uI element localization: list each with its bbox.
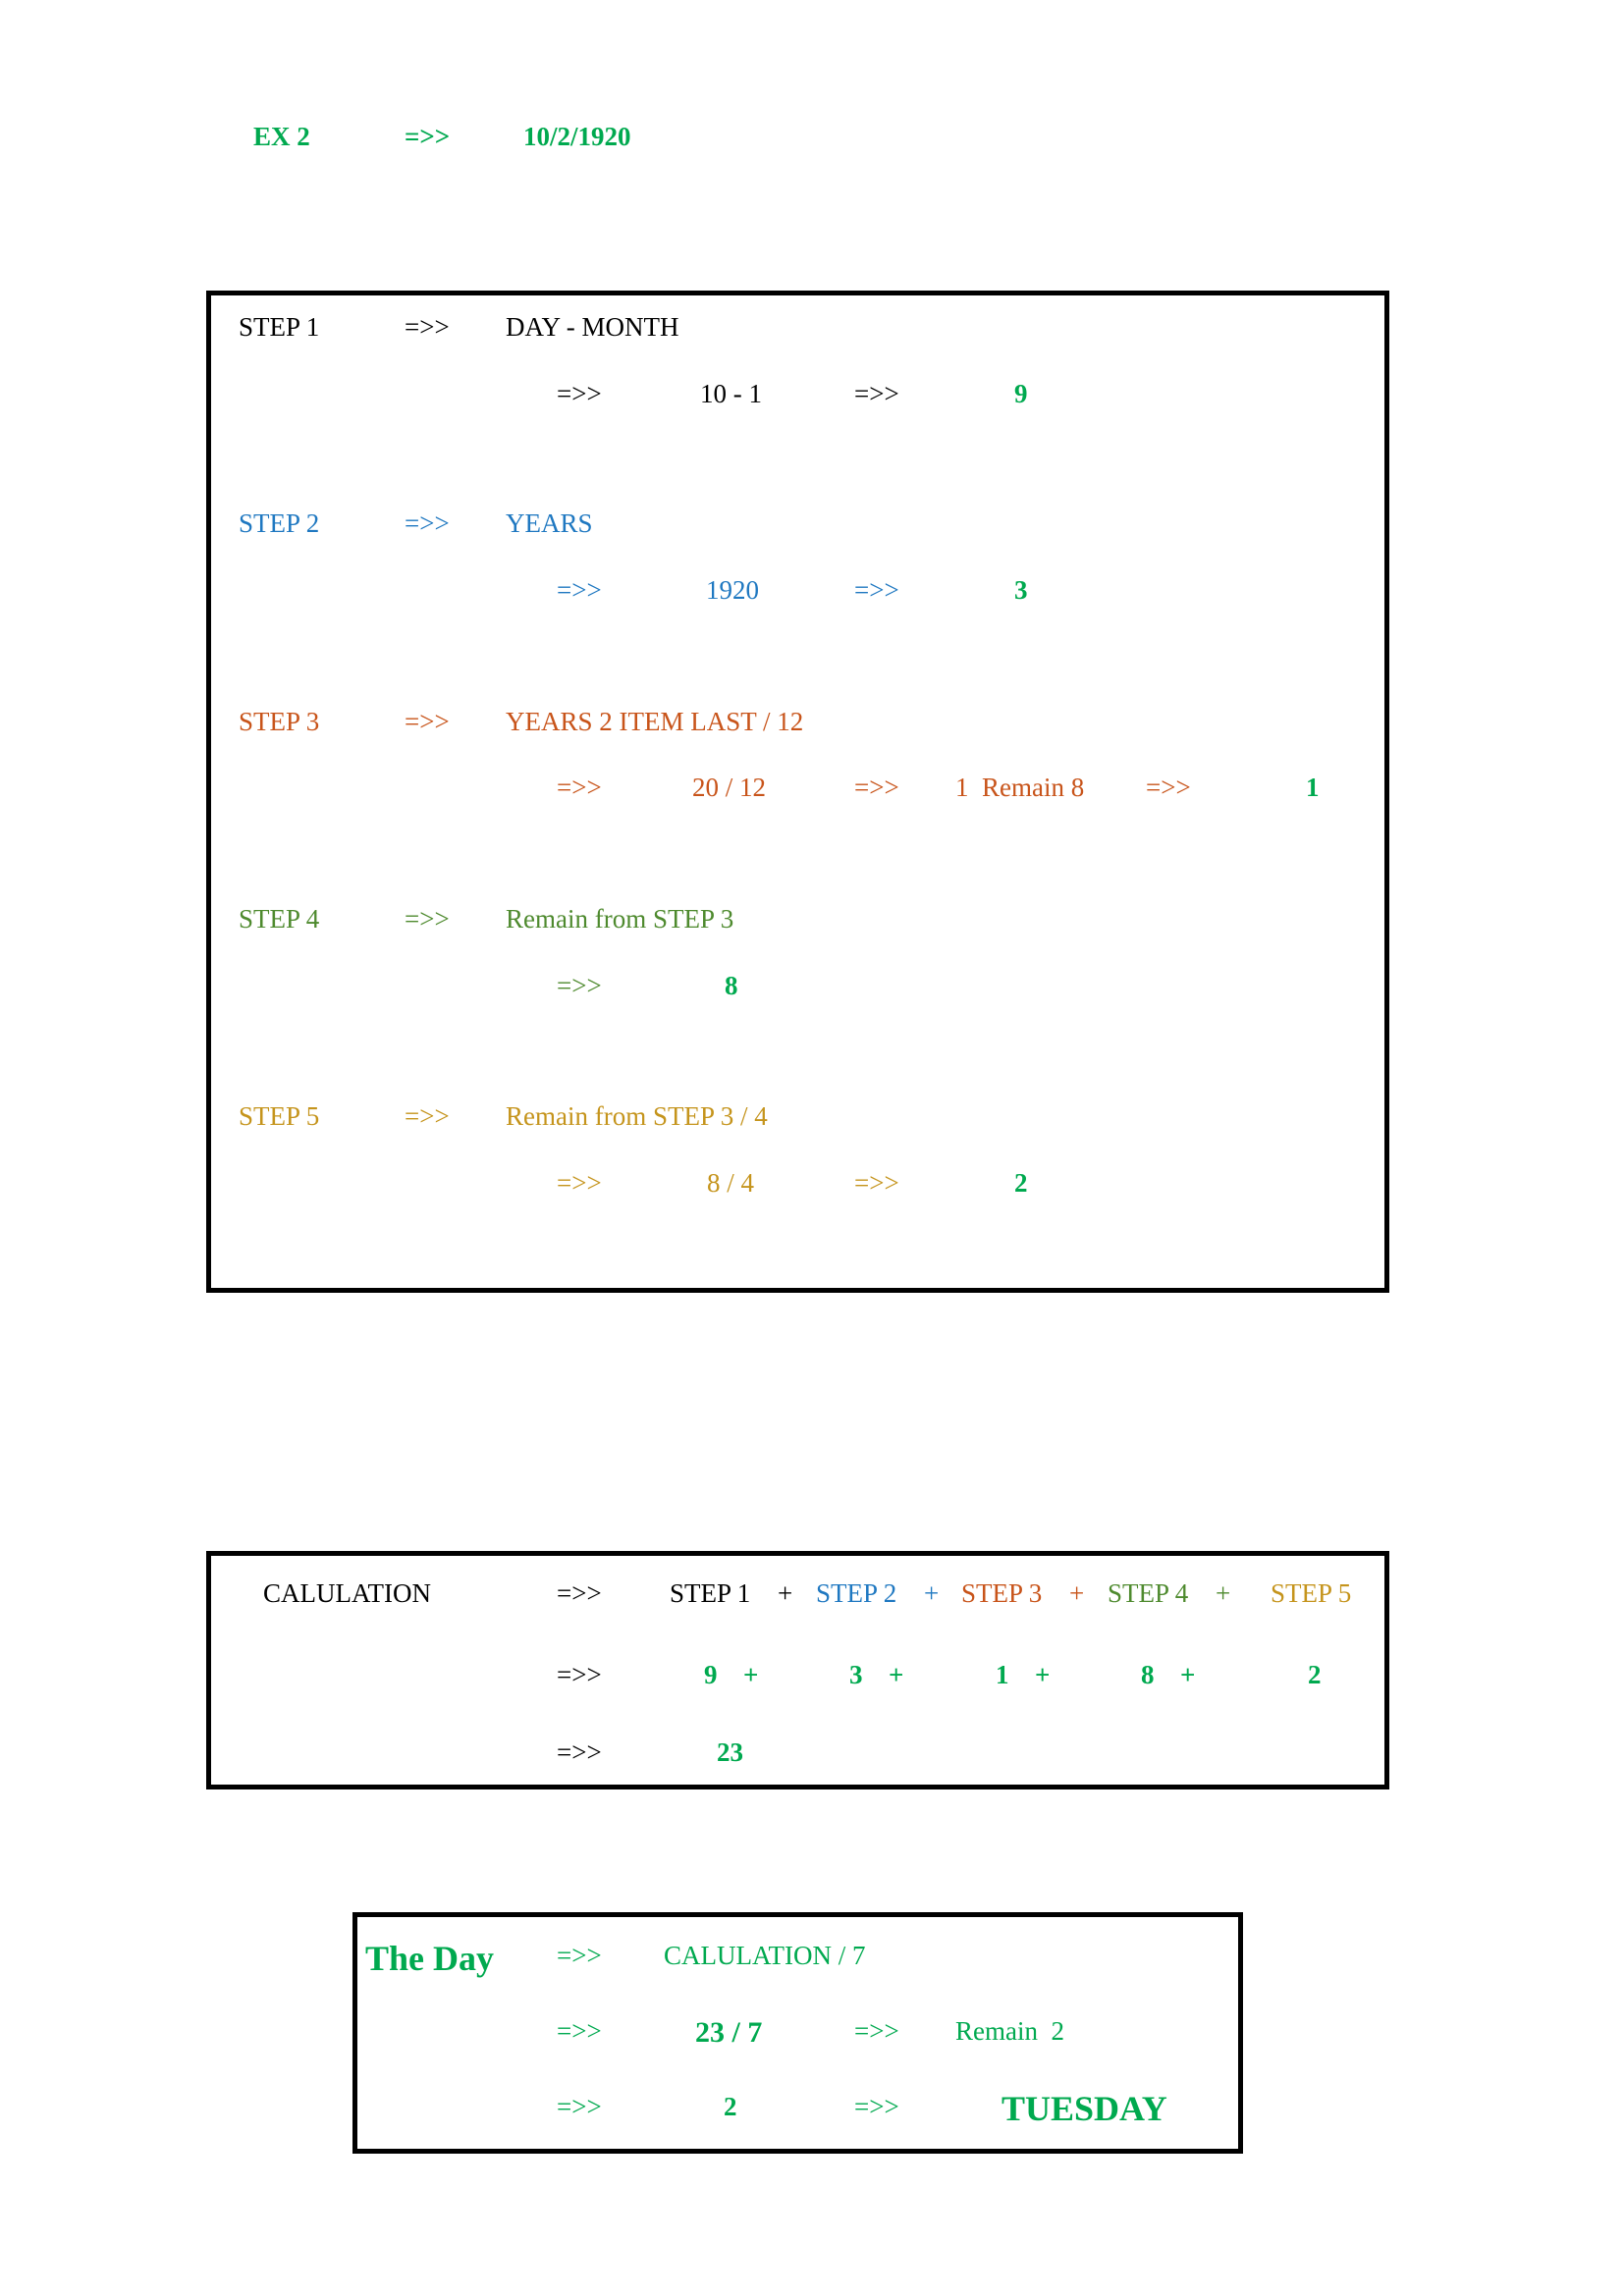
plus-sign: + xyxy=(924,1578,940,1608)
step1-label: STEP 1 xyxy=(239,312,320,342)
step3-arrow-2: =>> xyxy=(557,773,602,802)
header-arrow: =>> xyxy=(405,122,451,151)
example-date: 10/2/1920 xyxy=(523,122,631,151)
day-remain: Remain 2 xyxy=(955,2016,1064,2046)
day-title: The Day xyxy=(365,1939,495,1978)
step2-description: YEARS xyxy=(506,508,593,538)
total-arrow: =>> xyxy=(557,1737,602,1767)
step1-arrow-3: =>> xyxy=(854,379,899,408)
values-arrow: =>> xyxy=(557,1660,602,1689)
value-step3: 1 xyxy=(996,1660,1009,1689)
step2-arrow-3: =>> xyxy=(854,575,899,605)
step2-arrow: =>> xyxy=(405,508,450,538)
plus-sign: + xyxy=(743,1660,759,1689)
step4-arrow-2: =>> xyxy=(557,971,602,1000)
term-step1: STEP 1 xyxy=(670,1578,751,1608)
plus-sign: + xyxy=(1180,1660,1196,1689)
term-step4: STEP 4 xyxy=(1108,1578,1189,1608)
term-step3: STEP 3 xyxy=(961,1578,1043,1608)
weekday-result: TUESDAY xyxy=(1001,2089,1167,2128)
plus-sign: + xyxy=(778,1578,793,1608)
division-arrow: =>> xyxy=(557,2016,602,2046)
step5-arrow-2: =>> xyxy=(557,1168,602,1198)
step5-expression: 8 / 4 xyxy=(707,1168,755,1198)
calculation-total: 23 xyxy=(717,1737,743,1767)
step1-result: 9 xyxy=(1014,379,1028,408)
day-formula: CALULATION / 7 xyxy=(664,1941,866,1970)
step4-arrow: =>> xyxy=(405,904,450,934)
step3-quotient-remain: 1 Remain 8 xyxy=(955,773,1085,802)
step5-arrow-3: =>> xyxy=(854,1168,899,1198)
step2-arrow-2: =>> xyxy=(557,575,602,605)
step1-expression: 10 - 1 xyxy=(700,379,762,408)
plus-sign: + xyxy=(1216,1578,1231,1608)
value-step2: 3 xyxy=(849,1660,863,1689)
plus-sign: + xyxy=(1035,1660,1051,1689)
step1-arrow-2: =>> xyxy=(557,379,602,408)
step5-arrow: =>> xyxy=(405,1101,450,1131)
value-step5: 2 xyxy=(1308,1660,1322,1689)
step2-result: 3 xyxy=(1014,575,1028,605)
steps-box xyxy=(206,291,1389,1293)
day-index: 2 xyxy=(724,2092,737,2121)
plus-sign: + xyxy=(889,1660,904,1689)
step3-description: YEARS 2 ITEM LAST / 12 xyxy=(506,707,804,736)
step2-label: STEP 2 xyxy=(239,508,320,538)
step2-expression: 1920 xyxy=(706,575,759,605)
step1-arrow: =>> xyxy=(405,312,450,342)
step5-description: Remain from STEP 3 / 4 xyxy=(506,1101,768,1131)
value-step1: 9 xyxy=(704,1660,718,1689)
step3-result: 1 xyxy=(1306,773,1320,802)
term-step2: STEP 2 xyxy=(816,1578,897,1608)
step5-label: STEP 5 xyxy=(239,1101,320,1131)
day-division: 23 / 7 xyxy=(695,2016,763,2049)
step4-description: Remain from STEP 3 xyxy=(506,904,734,934)
calculation-arrow: =>> xyxy=(557,1578,602,1608)
plus-sign: + xyxy=(1069,1578,1085,1608)
step3-expression: 20 / 12 xyxy=(692,773,767,802)
step4-label: STEP 4 xyxy=(239,904,320,934)
step1-description: DAY - MONTH xyxy=(506,312,679,342)
result-arrow-2: =>> xyxy=(854,2092,899,2121)
division-arrow-2: =>> xyxy=(854,2016,899,2046)
value-step4: 8 xyxy=(1141,1660,1155,1689)
result-arrow: =>> xyxy=(557,2092,602,2121)
term-step5: STEP 5 xyxy=(1271,1578,1352,1608)
step3-arrow-3: =>> xyxy=(854,773,899,802)
step4-result: 8 xyxy=(725,971,738,1000)
step3-label: STEP 3 xyxy=(239,707,320,736)
step5-result: 2 xyxy=(1014,1168,1028,1198)
day-arrow: =>> xyxy=(557,1941,602,1970)
step3-arrow: =>> xyxy=(405,707,450,736)
example-label: EX 2 xyxy=(253,122,310,151)
calculation-label: CALULATION xyxy=(263,1578,431,1608)
step3-arrow-4: =>> xyxy=(1146,773,1191,802)
